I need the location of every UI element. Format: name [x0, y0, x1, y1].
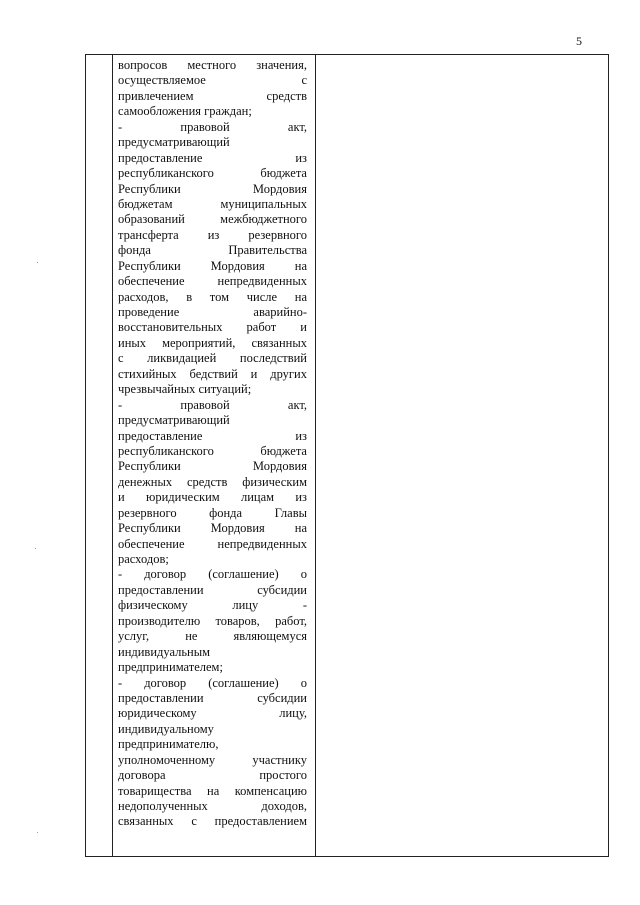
text-line: расходов; — [118, 552, 169, 566]
table-column-divider — [112, 55, 113, 856]
text-line: привлечением средств — [118, 88, 307, 103]
text-line: расходов, в том числе на — [118, 289, 307, 304]
text-line: уполномоченному участнику — [118, 752, 307, 767]
text-line: договора простого — [118, 768, 307, 783]
text-line: обеспечение непредвиденных — [118, 274, 307, 289]
text-line: вопросов местного значения, — [118, 58, 307, 72]
text-line: услуг, не являющемуся — [118, 629, 307, 644]
text-line: резервного фонда Главы — [118, 505, 307, 520]
text-line: Республики Мордовия — [118, 459, 307, 474]
text-line: Республики Мордовия на — [118, 521, 307, 536]
text-line: трансферта из резервного — [118, 227, 307, 242]
text-line: - договор (соглашение) о — [118, 567, 307, 582]
text-line: предпринимателю, — [118, 737, 219, 752]
text-line: предоставление из — [118, 428, 307, 443]
scan-speck — [35, 548, 36, 549]
text-line: связанных с предоставлением — [118, 814, 307, 829]
text-line: предоставлении субсидии — [118, 690, 307, 705]
text-line: физическому лицу - — [118, 598, 307, 613]
text-line: недополученных доходов, — [118, 799, 307, 813]
scan-speck — [37, 262, 38, 263]
document-table — [85, 54, 609, 857]
text-line: иных мероприятий, связанных — [118, 335, 307, 350]
text-line: бюджетам муниципальных — [118, 196, 307, 211]
text-line: денежных средств физическим — [118, 474, 307, 489]
text-line: предоставлении субсидии — [118, 582, 307, 597]
text-line: обеспечение непредвиденных — [118, 536, 307, 551]
page-number: 5 — [576, 34, 582, 48]
text-line: образований межбюджетного — [118, 212, 307, 227]
text-line: восстановительных работ и — [118, 320, 307, 335]
text-line: самообложения граждан; — [118, 104, 252, 119]
text-line: республиканского бюджета — [118, 443, 307, 458]
text-line: проведение аварийно- — [118, 305, 307, 319]
text-line: - правовой акт, — [118, 397, 307, 412]
text-line: осуществляемое с — [118, 73, 307, 88]
text-line: Республики Мордовия на — [118, 258, 307, 273]
text-line: производителю товаров, работ, — [118, 613, 307, 628]
text-line: стихийных бедствий и других — [118, 366, 307, 381]
text-line: фонда Правительства — [118, 243, 307, 258]
text-line: с ликвидацией последствий — [118, 351, 307, 366]
text-line: и юридическим лицам из — [118, 490, 307, 505]
text-line: товарищества на компенсацию — [118, 783, 307, 798]
text-line: чрезвычайных ситуаций; — [118, 382, 252, 397]
text-line: предоставление из — [118, 150, 307, 165]
text-line: республиканского бюджета — [118, 166, 307, 181]
text-line: - договор (соглашение) о — [118, 675, 307, 690]
text-line: Республики Мордовия — [118, 181, 307, 196]
text-line: индивидуальным — [118, 644, 211, 659]
text-line: - правовой акт, — [118, 119, 307, 134]
text-line: предпринимателем; — [118, 660, 223, 675]
table-column-divider — [315, 55, 316, 856]
text-line: индивидуальному — [118, 721, 214, 736]
table-cell-text — [118, 58, 307, 830]
text-line: юридическому лицу, — [118, 706, 307, 721]
text-line: предусматривающий — [118, 135, 230, 150]
text-line: предусматривающий — [118, 413, 230, 428]
scan-speck — [37, 832, 38, 833]
